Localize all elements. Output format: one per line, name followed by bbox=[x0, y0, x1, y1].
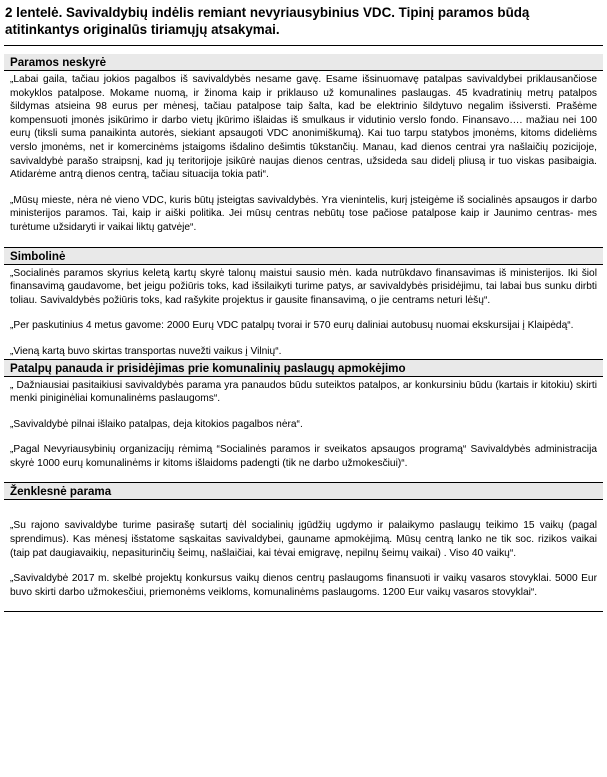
quote-paragraph: „Su rajono savivaldybe turime pasirašę sutartį dėl socialinių įgūdžių ugdymo ir palaikymo paslaugų teikimo 15 vaikų (pagal sprendimus). Kas mėnesį išstatome sąskaitas savivaldybei, gauname apmokėjimą. Mūsų centrą lanko ne tik soc. rizikos vaikai (taip pat daugiavaikių, nepasiturinčių šeimų, našlaičiai, kai tėvai emigravę, nepilnų šeimų vaikai) . Viso 40 vaikų“. bbox=[10, 520, 597, 559]
section-heading-simboline: Simbolinė bbox=[4, 248, 603, 264]
quote-paragraph: „Labai gaila, tačiau jokios pagalbos iš savivaldybės nesame gavę. Esame išsinuomavę patalpas savivaldybei priklausančiose mokyklos patalpose. Mokame nuomą, ir žinoma kaip ir priklauso už komunalines paslaugas. 45 kvadratinių metrų patalpos šildymas atsieina 98 eurus per mėnesį, tačiau patalpose taip šalta, kad be elektrinio šildytuvo negalim išsiversti. Prašėme kompensuoti įmonės įsikūrimo ir darbo vietų įkūrimo išlaidas iš smulkaus ir vidutinio verslo fondo. Finansavo…. mažiau nei 100 eurų (tiksli suma panaikinta autorės, siekiant apsaugoti VDC anonimiškumą). Kai tuo tarpu statybos įmonėms, kitoms dideliėms verslo įmonėms, net ir komercinėms įstaigoms išdalino dešimtis tūkstančių. Manau, kad dienos centrai yra našlaičių pozicijoje, savivaldybė parašo straipsnį, kad jų teritorijoje įsikūrė naujas dienos centras, užsideda sau didelį pliusą ir tuo viskas pasibaigia. Atidarėme antrą dienos centrą, tačiau situacija tokia pati“. bbox=[10, 74, 597, 181]
quote-paragraph: „Mūsų mieste, nėra nė vieno VDC, kuris būtų įsteigtas savivaldybės. Yra vienintelis, kurį įsteigėme iš socialinės apsaugos ir darbo ministerijos paramos. Tai, kaip ir aiški politika. Jei mūsų centras nebūtų tose pačiose patalpose kaip ir Jaunimo centras- mes turėtume užsidaryti ir vaikai liktų gatvėje“. bbox=[10, 194, 597, 233]
quote-paragraph: „ Dažniausiai pasitaikiusi savivaldybės parama yra panaudos būdu suteiktos patalpos, ar konkursiniu būdu (kartais ir kitokiu) skirti menki piniginėliai komunalinėms paslaugoms“. bbox=[10, 379, 597, 405]
quote-paragraph: „Savivaldybė 2017 m. skelbė projektų konkursus vaikų dienos centrų paslaugoms finansuoti ir vaikų vasaros stovyklai. 5000 Eur buvo skirti darbo užmokesčiui, priemonėms veikloms, komunalinėms paslaugoms. 1200 Eur vaikų vasaros stovyklai“. bbox=[10, 573, 597, 598]
section-heading-paramos-neskyre: Paramos neskyrė bbox=[4, 54, 603, 70]
quote-paragraph: „Vieną kartą buvo skirtas transportas nuvežti vaikus į Vilnių“. bbox=[10, 345, 282, 357]
quote-paragraph: „Per paskutinius 4 metus gavome: 2000 Eurų VDC patalpų tvorai ir 570 eurų daliniai autobusų nuomai ekskursijai į Klaipėdą“. bbox=[10, 320, 574, 332]
table-caption: 2 lentelė. Savivaldybių indėlis remiant nevyriausybinius VDC. Tipinį paramos būdą atitinkantys originalūs tiriamųjų atsakymai. bbox=[5, 5, 530, 37]
section-heading-zenklesne-parama: Ženklesnė parama bbox=[4, 483, 603, 499]
responses-table bbox=[4, 45, 603, 612]
quote-paragraph: „Savivaldybė pilnai išlaiko patalpas, deja kitokios pagalbos nėra“. bbox=[10, 418, 303, 430]
quote-paragraph: „Socialinės paramos skyrius keletą kartų skyrė talonų maistui sausio mėn. kada nutrūkdavo finansavimas iš ministerijos. Iki šiol finansavimą gaudavome, bet jeigu požiūris toks, kad išsilaikyti turime patys, ar savivaldybės prisidėjimu, tai labai bus sunku dirbti toliau. Savivaldybės požiūris toks, kad rašykite projektus ir gausite finansavimą, o jie centrams neturi lėšų“. bbox=[10, 267, 597, 306]
section-heading-patalpu-panauda: Patalpų panauda ir prisidėjimas prie komunalinių paslaugų apmokėjimo bbox=[4, 360, 603, 376]
quote-paragraph: „Pagal Nevyriausybinių organizacijų rėmimą “Socialinės paramos ir sveikatos apsaugos programą“ Savivaldybės administracija skyrė 1000 eurų komunalinėms ir kitoms išlaidoms padengti (tik ne darbo užmokesčiui)“. bbox=[10, 444, 597, 469]
